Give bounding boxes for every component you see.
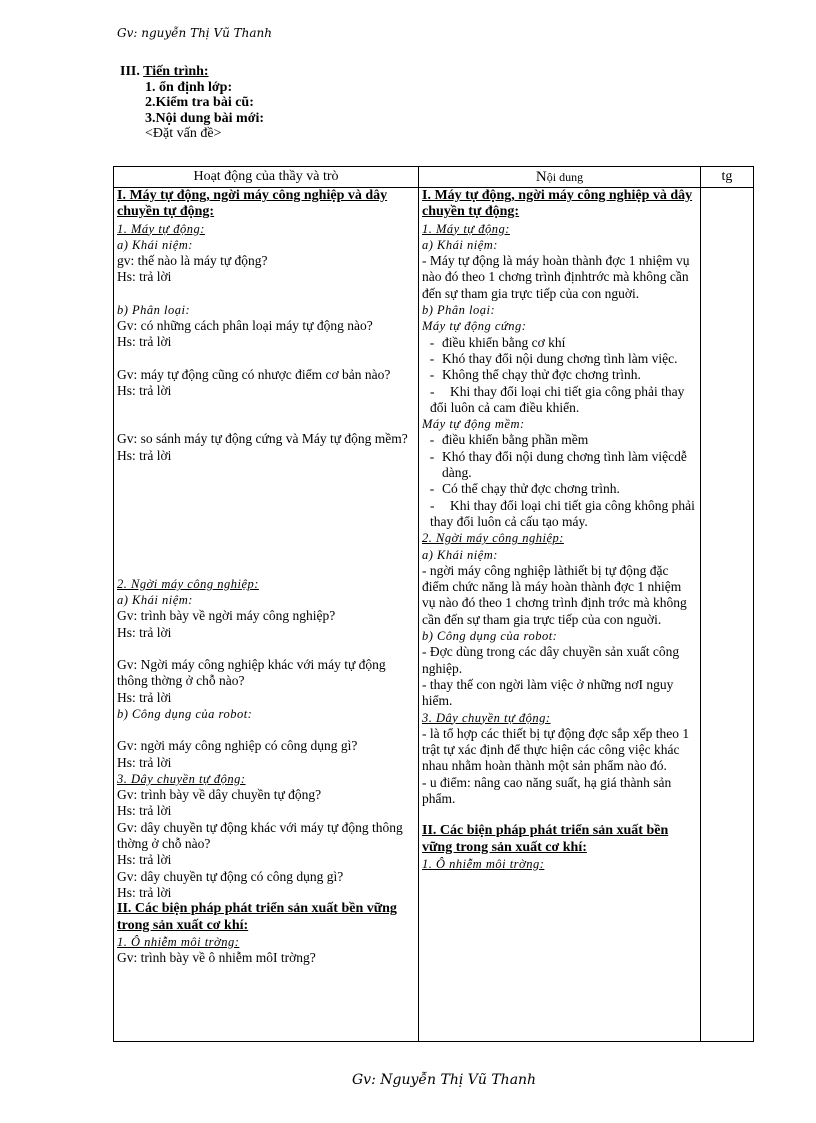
subsection-title: 2. Ngời máy công nghiệp: bbox=[422, 531, 564, 546]
outline-heading: III. Tiến trình: bbox=[120, 64, 209, 79]
student-answer: Hs: trả lời bbox=[117, 447, 172, 463]
lesson-outline bbox=[120, 64, 264, 142]
teacher-question: Gv: ngời máy công nghiệp có công dụng gì? bbox=[117, 738, 358, 754]
sub-heading: a) Khái niệm: bbox=[422, 237, 498, 252]
category-title: Máy tự động cứng: bbox=[422, 319, 527, 334]
teacher-question: Gv: so sánh máy tự động cứng và Máy tự động mềm? bbox=[117, 431, 408, 447]
teacher-question: Gv: Ngời máy công nghiệp khác với máy tự động thông thờng ở chỗ nào? bbox=[117, 657, 386, 689]
teacher-question: Gv: dây chuyền tự động khác với máy tự động thông thờng ở chỗ nào? bbox=[117, 819, 403, 852]
definition-text: - ngời máy công nghiệp làthiết bị tự động đặc điểm chức năng là máy hoàn thành đợc 1 nhiệm vụ nào đó theo 1 chơng trình định trớc mà không cần đến sự tham gia trực tiếp của con nguời. bbox=[422, 562, 687, 627]
student-answer: Hs: trả lời bbox=[117, 269, 172, 285]
sub-heading: b) Phân loại: bbox=[422, 303, 496, 318]
usage-text: - Đợc dùng trong các dây chuyền sản xuất công nghiệp. bbox=[422, 644, 680, 676]
list-item: - Khi thay đổi loại chi tiết gia công không phải thay đổi luôn cả cấu tạo máy. bbox=[430, 497, 695, 529]
table-header-row bbox=[114, 167, 754, 188]
student-answer: Hs: trả lời bbox=[117, 803, 172, 819]
activity-cell bbox=[114, 188, 419, 1042]
header-time: tg bbox=[701, 167, 754, 188]
student-answer: Hs: trả lời bbox=[117, 382, 172, 398]
teacher-question: Gv: trình bày về ngời máy công nghiệp? bbox=[117, 608, 336, 624]
list-item: - Khó thay đổi nội dung chơng tình làm việcdễ dàng. bbox=[429, 448, 687, 481]
student-answer: Hs: trả lời bbox=[117, 884, 172, 900]
sub-heading: a) Khái niệm: bbox=[422, 547, 498, 562]
list-item: - Không thể chạy thử đợc chơng trình. bbox=[429, 367, 641, 383]
sub-heading: b) Phân loại: bbox=[117, 302, 191, 317]
header-activity: Hoạt động của thầy và trò bbox=[114, 167, 419, 188]
student-answer: Hs: trả lời bbox=[117, 852, 172, 868]
list-item: - điều khiển bằng cơ khí bbox=[429, 334, 566, 350]
usage-text: - thay thế con ngời làm việc ở những nơI nguy hiểm. bbox=[422, 676, 674, 709]
outline-title: Tiến trình: bbox=[143, 64, 209, 79]
lesson-table bbox=[113, 166, 754, 1042]
teacher-question: Gv: dây chuyền tự động có công dụng gì? bbox=[117, 868, 344, 884]
list-item: - Khó thay đổi nội dung chơng tình làm việc. bbox=[429, 350, 678, 366]
subsection-title: 1. Máy tự động: bbox=[117, 221, 205, 236]
section-title: II. Các biện pháp phát triển sản xuất bền vững trong sản xuất cơ khí: bbox=[422, 823, 669, 855]
subsection-title: 1. Máy tự động: bbox=[422, 221, 510, 236]
teacher-question: Gv: trình bày về dây chuyền tự động? bbox=[117, 787, 322, 803]
sub-heading: b) Công dụng của robot: bbox=[117, 706, 253, 721]
header-content: Nội dung bbox=[419, 167, 701, 188]
outline-item-2: 2.Kiểm tra bài cũ: bbox=[145, 95, 254, 110]
category-title: Máy tự động mềm: bbox=[422, 417, 525, 432]
teacher-question: Gv: máy tự động cũng có nhược điểm cơ bản nào? bbox=[117, 366, 391, 382]
list-item: - Có thể chạy thử đợc chơng trình. bbox=[429, 481, 620, 497]
teacher-question: Gv: trình bày về ô nhiễm môI trờng? bbox=[117, 950, 316, 966]
student-answer: Hs: trả lời bbox=[117, 334, 172, 350]
footer-author: Gv: Nguyễn Thị Vũ Thanh bbox=[352, 1072, 537, 1088]
subsection-title: 3. Dây chuyền tự động: bbox=[422, 710, 551, 725]
time-cell bbox=[701, 188, 754, 1042]
header-author: Gv: nguyễn Thị Vũ Thanh bbox=[117, 26, 273, 40]
sub-heading: a) Khái niệm: bbox=[117, 593, 193, 608]
section-title: II. Các biện pháp phát triển sản xuất bền vững trong sản xuất cơ khí: bbox=[117, 901, 397, 933]
sub-heading: a) Khái niệm: bbox=[117, 237, 193, 252]
student-answer: Hs: trả lời bbox=[117, 689, 172, 705]
section-title: I. Máy tự động, ngời máy công nghiệp và dây chuyền tự động: bbox=[422, 188, 693, 220]
sub-heading: b) Công dụng của robot: bbox=[422, 629, 558, 644]
content-cell bbox=[419, 188, 701, 1042]
outline-item-3: 3.Nội dung bài mới: bbox=[145, 110, 264, 126]
student-answer: Hs: trả lời bbox=[117, 754, 172, 770]
definition-text: - Máy tự động là máy hoàn thành đợc 1 nhiệm vụ nào đó theo 1 chơng trình địnhtrớc mà không cần đến sự tham gia trực tiếp của con nguời. bbox=[422, 253, 690, 301]
subsection-title: 1. Ô nhiễm môi trờng: bbox=[422, 856, 545, 871]
list-item: - điều khiển bằng phần mềm bbox=[429, 432, 589, 448]
subsection-title: 1. Ô nhiễm môi trờng: bbox=[117, 934, 240, 949]
table-body-row bbox=[114, 188, 754, 1042]
advantage-text: - u điểm: nâng cao năng suất, hạ giá thành sản phẩm. bbox=[422, 774, 672, 806]
teacher-question: gv: thế nào là máy tự động? bbox=[117, 253, 268, 269]
list-item: - Khi thay đổi loại chi tiết gia công phải thay đổi luôn cả cam điều khiển. bbox=[430, 383, 685, 415]
outline-item-4: <Đặt vấn đề> bbox=[145, 126, 222, 141]
subsection-title: 2. Ngời máy công nghiệp: bbox=[117, 576, 259, 591]
subsection-title: 3. Dây chuyền tự động: bbox=[117, 771, 246, 786]
section-title: I. Máy tự động, ngời máy công nghiệp và dây chuyền tự động: bbox=[117, 188, 388, 220]
outline-item-1: 1. ổn định lớp: bbox=[145, 79, 233, 95]
student-answer: Hs: trả lời bbox=[117, 624, 172, 640]
definition-text: - là tổ hợp các thiết bị tự động đợc sắp xếp theo 1 trật tự xác định để thực hiện các công việc khác nhau nhằm hoàn thành một sản phẩm nào đó. bbox=[422, 725, 690, 774]
teacher-question: Gv: có những cách phân loại máy tự động nào? bbox=[117, 318, 373, 334]
